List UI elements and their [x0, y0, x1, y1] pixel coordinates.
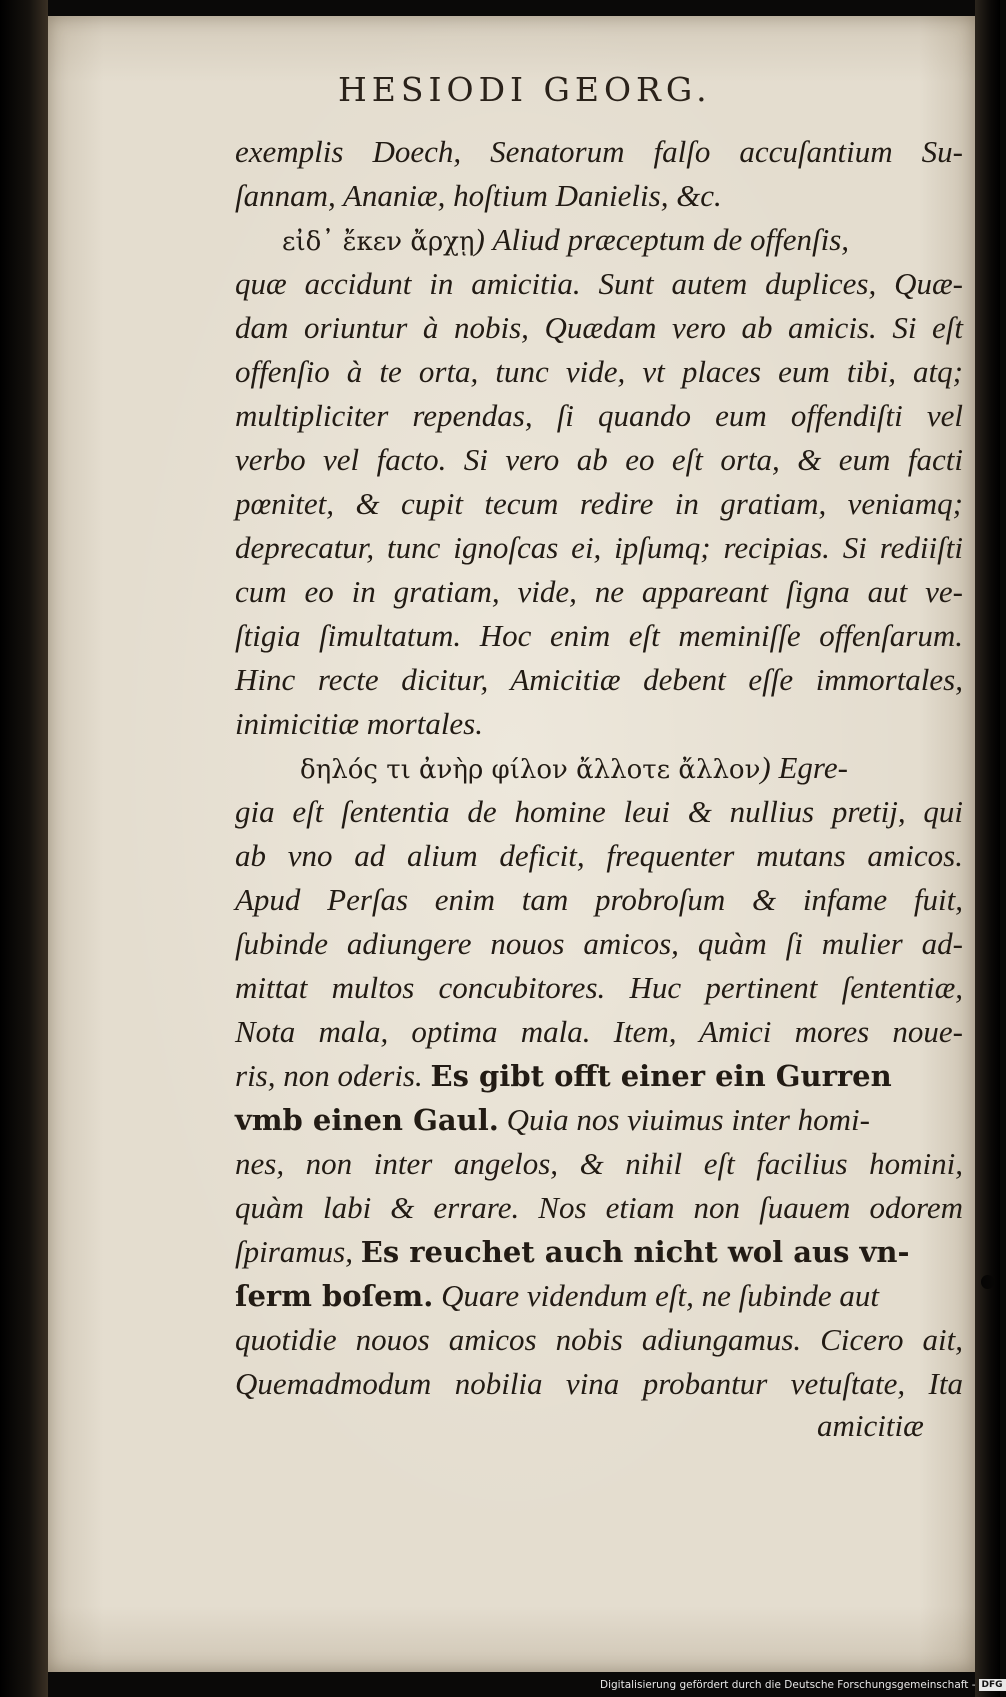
- text-line-segment: Quare videndum eſt, ne ſubinde aut: [441, 1278, 879, 1313]
- text-line-segment: ſpiramus,: [235, 1234, 353, 1269]
- text-line: Nota mala, optima mala. Item, Amici mores noue-: [235, 1014, 963, 1049]
- text-line: cum eo in gratiam, vide, ne appareant ſigna aut ve-: [235, 574, 963, 609]
- text-line: mittat multos concubitores. Huc pertinent ſententiæ,: [235, 970, 963, 1005]
- text-line: Hinc recte dicitur, Amicitiæ debent eſſe immortales,: [235, 662, 963, 697]
- text-line-segment: ris, non oderis.: [235, 1058, 423, 1093]
- text-line: verbo vel facto. Si vero ab eo eſt orta, & eum facti: [235, 442, 963, 477]
- ink-speck: [981, 1275, 994, 1289]
- text-line: ſtigia ſimultatum. Hoc enim eſt meminiſſe offenſarum.: [235, 618, 963, 653]
- catchword: amicitiæ: [817, 1408, 924, 1443]
- text-line: quàm labi & errare. Nos etiam non ſuauem odorem: [235, 1190, 963, 1225]
- text-line-segment: ) Egre-: [760, 750, 848, 785]
- text-line: [235, 1100, 870, 1140]
- text-line: nes, non inter angelos, & nihil eſt facilius homini,: [235, 1146, 963, 1181]
- book-gutter-shadow: [0, 0, 48, 1697]
- text-line-segment: ) Aliud præceptum de offenſis,: [474, 222, 850, 257]
- text-line: pœnitet, & cupit tecum redire in gratiam, veniamq;: [235, 486, 963, 521]
- text-line: ſubinde adiungere nouos amicos, quàm ſi mulier ad-: [235, 926, 963, 961]
- text-line: Quemadmodum nobilia vina probantur vetuſtate, Ita: [235, 1366, 963, 1401]
- text-line: multipliciter rependas, ſi quando eum offendiſti vel: [235, 398, 963, 433]
- greek-lemma: δηλός τι ἀνὴρ φίλον ἄλλοτε ἄλλον: [300, 755, 761, 785]
- text-line: [235, 1276, 879, 1316]
- text-line: deprecatur, tunc ignoſcas ei, ipſumq; recipias. Si rediiſti: [235, 530, 963, 565]
- text-line: inimicitiæ mortales.: [235, 706, 483, 741]
- text-line: [235, 1232, 910, 1272]
- text-line: offenſio à te orta, tunc vide, vt places eum tibi, atq;: [235, 354, 963, 389]
- text-line: [300, 748, 848, 790]
- text-line: gia eſt ſententia de homine leui & nullius pretij, qui: [235, 794, 963, 829]
- text-line: ſannam, Ananiæ, hoſtium Danielis, &c.: [235, 178, 722, 213]
- text-line: quæ accidunt in amicitia. Sunt autem duplices, Quæ-: [235, 266, 963, 301]
- text-line: quotidie nouos amicos nobis adiungamus. Cicero ait,: [235, 1322, 963, 1357]
- text-line: exemplis Doech, Senatorum falſo accuſantium Su-: [235, 134, 963, 169]
- german-proverb: Es gibt offt einer ein Gurren: [430, 1059, 892, 1093]
- greek-lemma: εἰδ᾽ ἔκεν ἄρχῃ: [282, 227, 475, 257]
- book-edge-shadow: [975, 0, 1000, 1697]
- german-proverb: vmb einen Gaul.: [235, 1103, 499, 1137]
- text-line: dam oriuntur à nobis, Quædam vero ab amicis. Si eſt: [235, 310, 963, 345]
- german-proverb: Es reuchet auch nicht wol aus vn-: [360, 1235, 910, 1269]
- dfg-logo: DFG: [979, 1679, 1006, 1691]
- digitization-credit: [600, 1676, 1003, 1694]
- german-proverb: ſerm boſem.: [235, 1279, 434, 1313]
- text-line: [282, 220, 849, 262]
- text-line: [235, 1056, 892, 1096]
- running-head: HESIODI GEORG.: [338, 70, 712, 109]
- credit-text: Digitalisierung gefördert durch die Deutsche Forschungsgemeinschaft -: [600, 1679, 976, 1691]
- text-line-segment: Quia nos viuimus inter homi-: [506, 1102, 870, 1137]
- text-line: Apud Perſas enim tam probroſum & infame fuit,: [235, 882, 963, 917]
- text-line: ab vno ad alium deficit, frequenter mutans amicos.: [235, 838, 963, 873]
